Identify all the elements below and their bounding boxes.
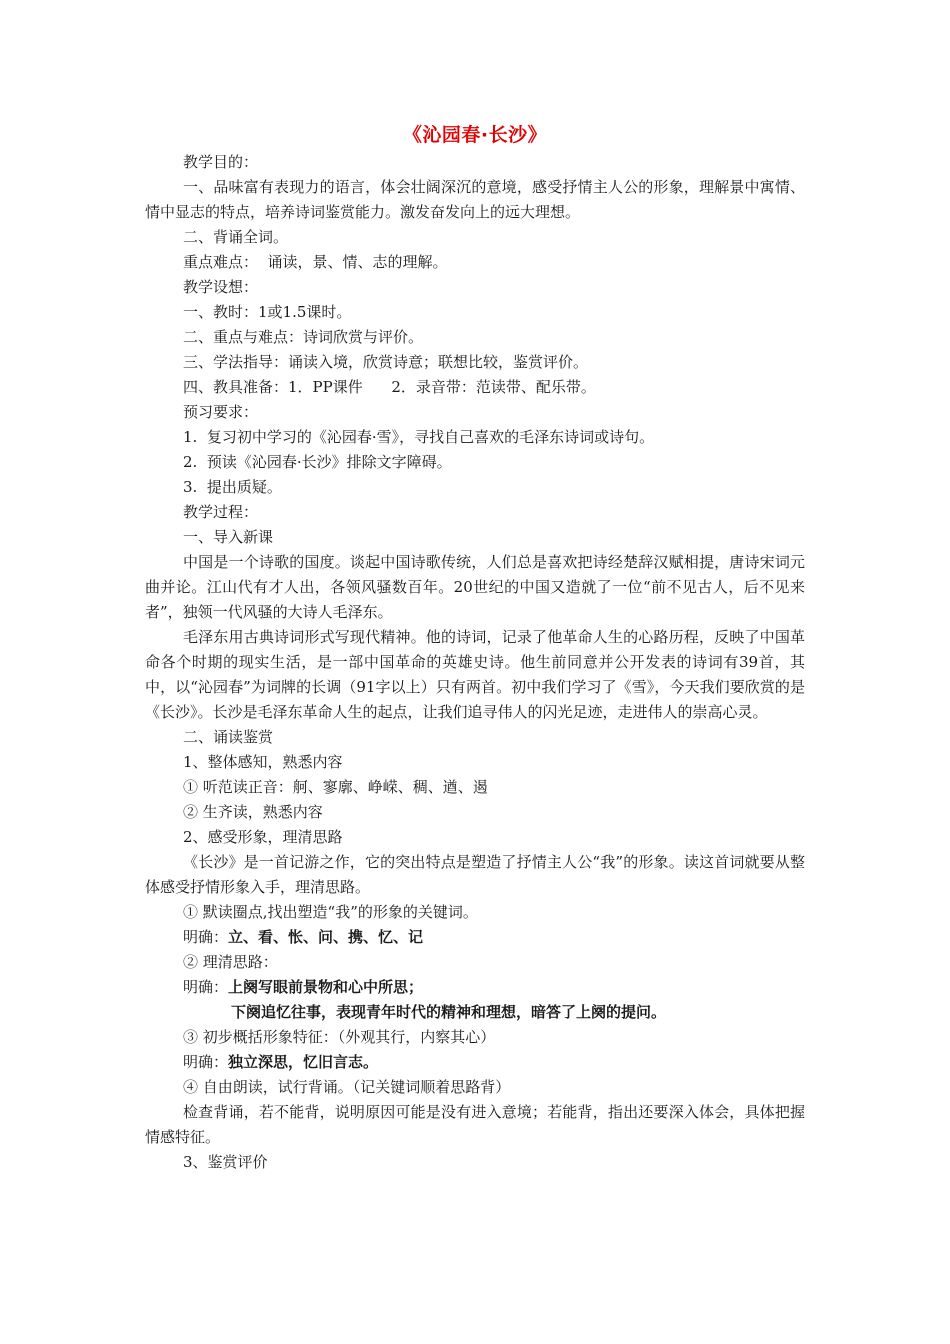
paragraph: 一、导入新课 — [183, 528, 274, 546]
paragraph: 检查背诵，若不能背，说明原因可能是没有进入意境；若能背，指出还要深入体会，具体把握情感特征。 — [145, 1103, 805, 1146]
paragraph: 一、教时：1或1.5课时。 — [183, 303, 352, 321]
paragraph: ① 听范读正音：舸、寥廓、峥嵘、稠、遒、遏 — [183, 778, 488, 796]
answer-label: 明确： — [183, 1053, 229, 1071]
section-heading-design: 教学设想： — [183, 278, 259, 296]
paragraph: ④ 自由朗读，试行背诵。（记关键词顺着思路背） — [183, 1078, 511, 1096]
paragraph: 《长沙》是一首记游之作，它的突出特点是塑造了抒情主人公“我”的形象。读这首词就要从整体感受抒情形象入手，理清思路。 — [145, 853, 805, 896]
paragraph: 1、整体感知，熟悉内容 — [183, 753, 343, 771]
document-title: 《沁园春·长沙》 — [402, 124, 548, 146]
answer-text: 立、看、怅、问、携、忆、记 — [228, 928, 424, 946]
paragraph: 3、鉴赏评价 — [183, 1153, 268, 1171]
paragraph: 2、感受形象，理清思路 — [183, 828, 343, 846]
section-heading-process: 教学过程： — [183, 503, 259, 521]
paragraph: 重点难点： 诵读，景、情、志的理解。 — [183, 253, 448, 271]
paragraph: 中国是一个诗歌的国度。谈起中国诗歌传统，人们总是喜欢把诗经楚辞汉赋相提，唐诗宋词元曲并论。江山代有才人出，各领风骚数百年。20世纪的中国又造就了一位“前不见古人，后不见来者”，独领一代风骚的大诗人毛泽东。 — [145, 553, 805, 621]
list-item: 3. 提出质疑。 — [183, 478, 282, 496]
paragraph: ② 理清思路： — [183, 953, 278, 971]
section-heading-objectives: 教学目的： — [183, 153, 259, 171]
list-item: 1. 复习初中学习的《沁园春·雪》，寻找自己喜欢的毛泽东诗词或诗句。 — [183, 428, 655, 446]
paragraph: ② 生齐读，熟悉内容 — [183, 803, 323, 821]
answer-label: 明确： — [183, 978, 229, 996]
answer-line — [145, 1050, 805, 1075]
paragraph: 二、背诵全词。 — [183, 228, 289, 246]
document-body — [145, 150, 805, 1175]
answer-continuation: 下阕追忆往事，表现青年时代的精神和理想，暗答了上阕的提问。 — [231, 1003, 667, 1021]
paragraph: ③ 初步概括形象特征：（外观其行，内察其心） — [183, 1028, 496, 1046]
answer-line — [145, 925, 805, 950]
list-item: 2. 预读《沁园春·长沙》排除文字障碍。 — [183, 453, 452, 471]
answer-line — [145, 975, 805, 1000]
paragraph: 毛泽东用古典诗词形式写现代精神。他的诗词，记录了他革命人生的心路历程，反映了中国革命各个时期的现实生活，是一部中国革命的英雄史诗。他生前同意并公开发表的诗词有39首，其中，以“沁园春”为词牌的长调（91字以上）只有两首。初中我们学习了《雪》，今天我们要欣赏的是《长沙》。长沙是毛泽东革命人生的起点，让我们追寻伟人的闪光足迹，走进伟人的崇高心灵。 — [145, 628, 805, 721]
answer-text: 上阕写眼前景物和心中所思； — [228, 978, 424, 996]
paragraph: 三、学法指导：诵读入境，欣赏诗意；联想比较，鉴赏评价。 — [183, 353, 589, 371]
paragraph: 一、品味富有表现力的语言，体会壮阔深沉的意境，感受抒情主人公的形象，理解景中寓情、情中显志的特点，培养诗词鉴赏能力。激发奋发向上的远大理想。 — [145, 178, 805, 221]
paragraph: ① 默读圈点,找出塑造“我”的形象的关键词。 — [183, 903, 478, 921]
paragraph: 二、重点与难点：诗词欣赏与评价。 — [183, 328, 424, 346]
paragraph: 四、教具准备：1．PP课件 2．录音带：范读带、配乐带。 — [183, 378, 596, 396]
answer-text: 独立深思，忆旧言志。 — [228, 1053, 379, 1071]
answer-label: 明确： — [183, 928, 229, 946]
section-heading-preview: 预习要求： — [183, 403, 259, 421]
paragraph: 二、诵读鉴赏 — [183, 728, 274, 746]
